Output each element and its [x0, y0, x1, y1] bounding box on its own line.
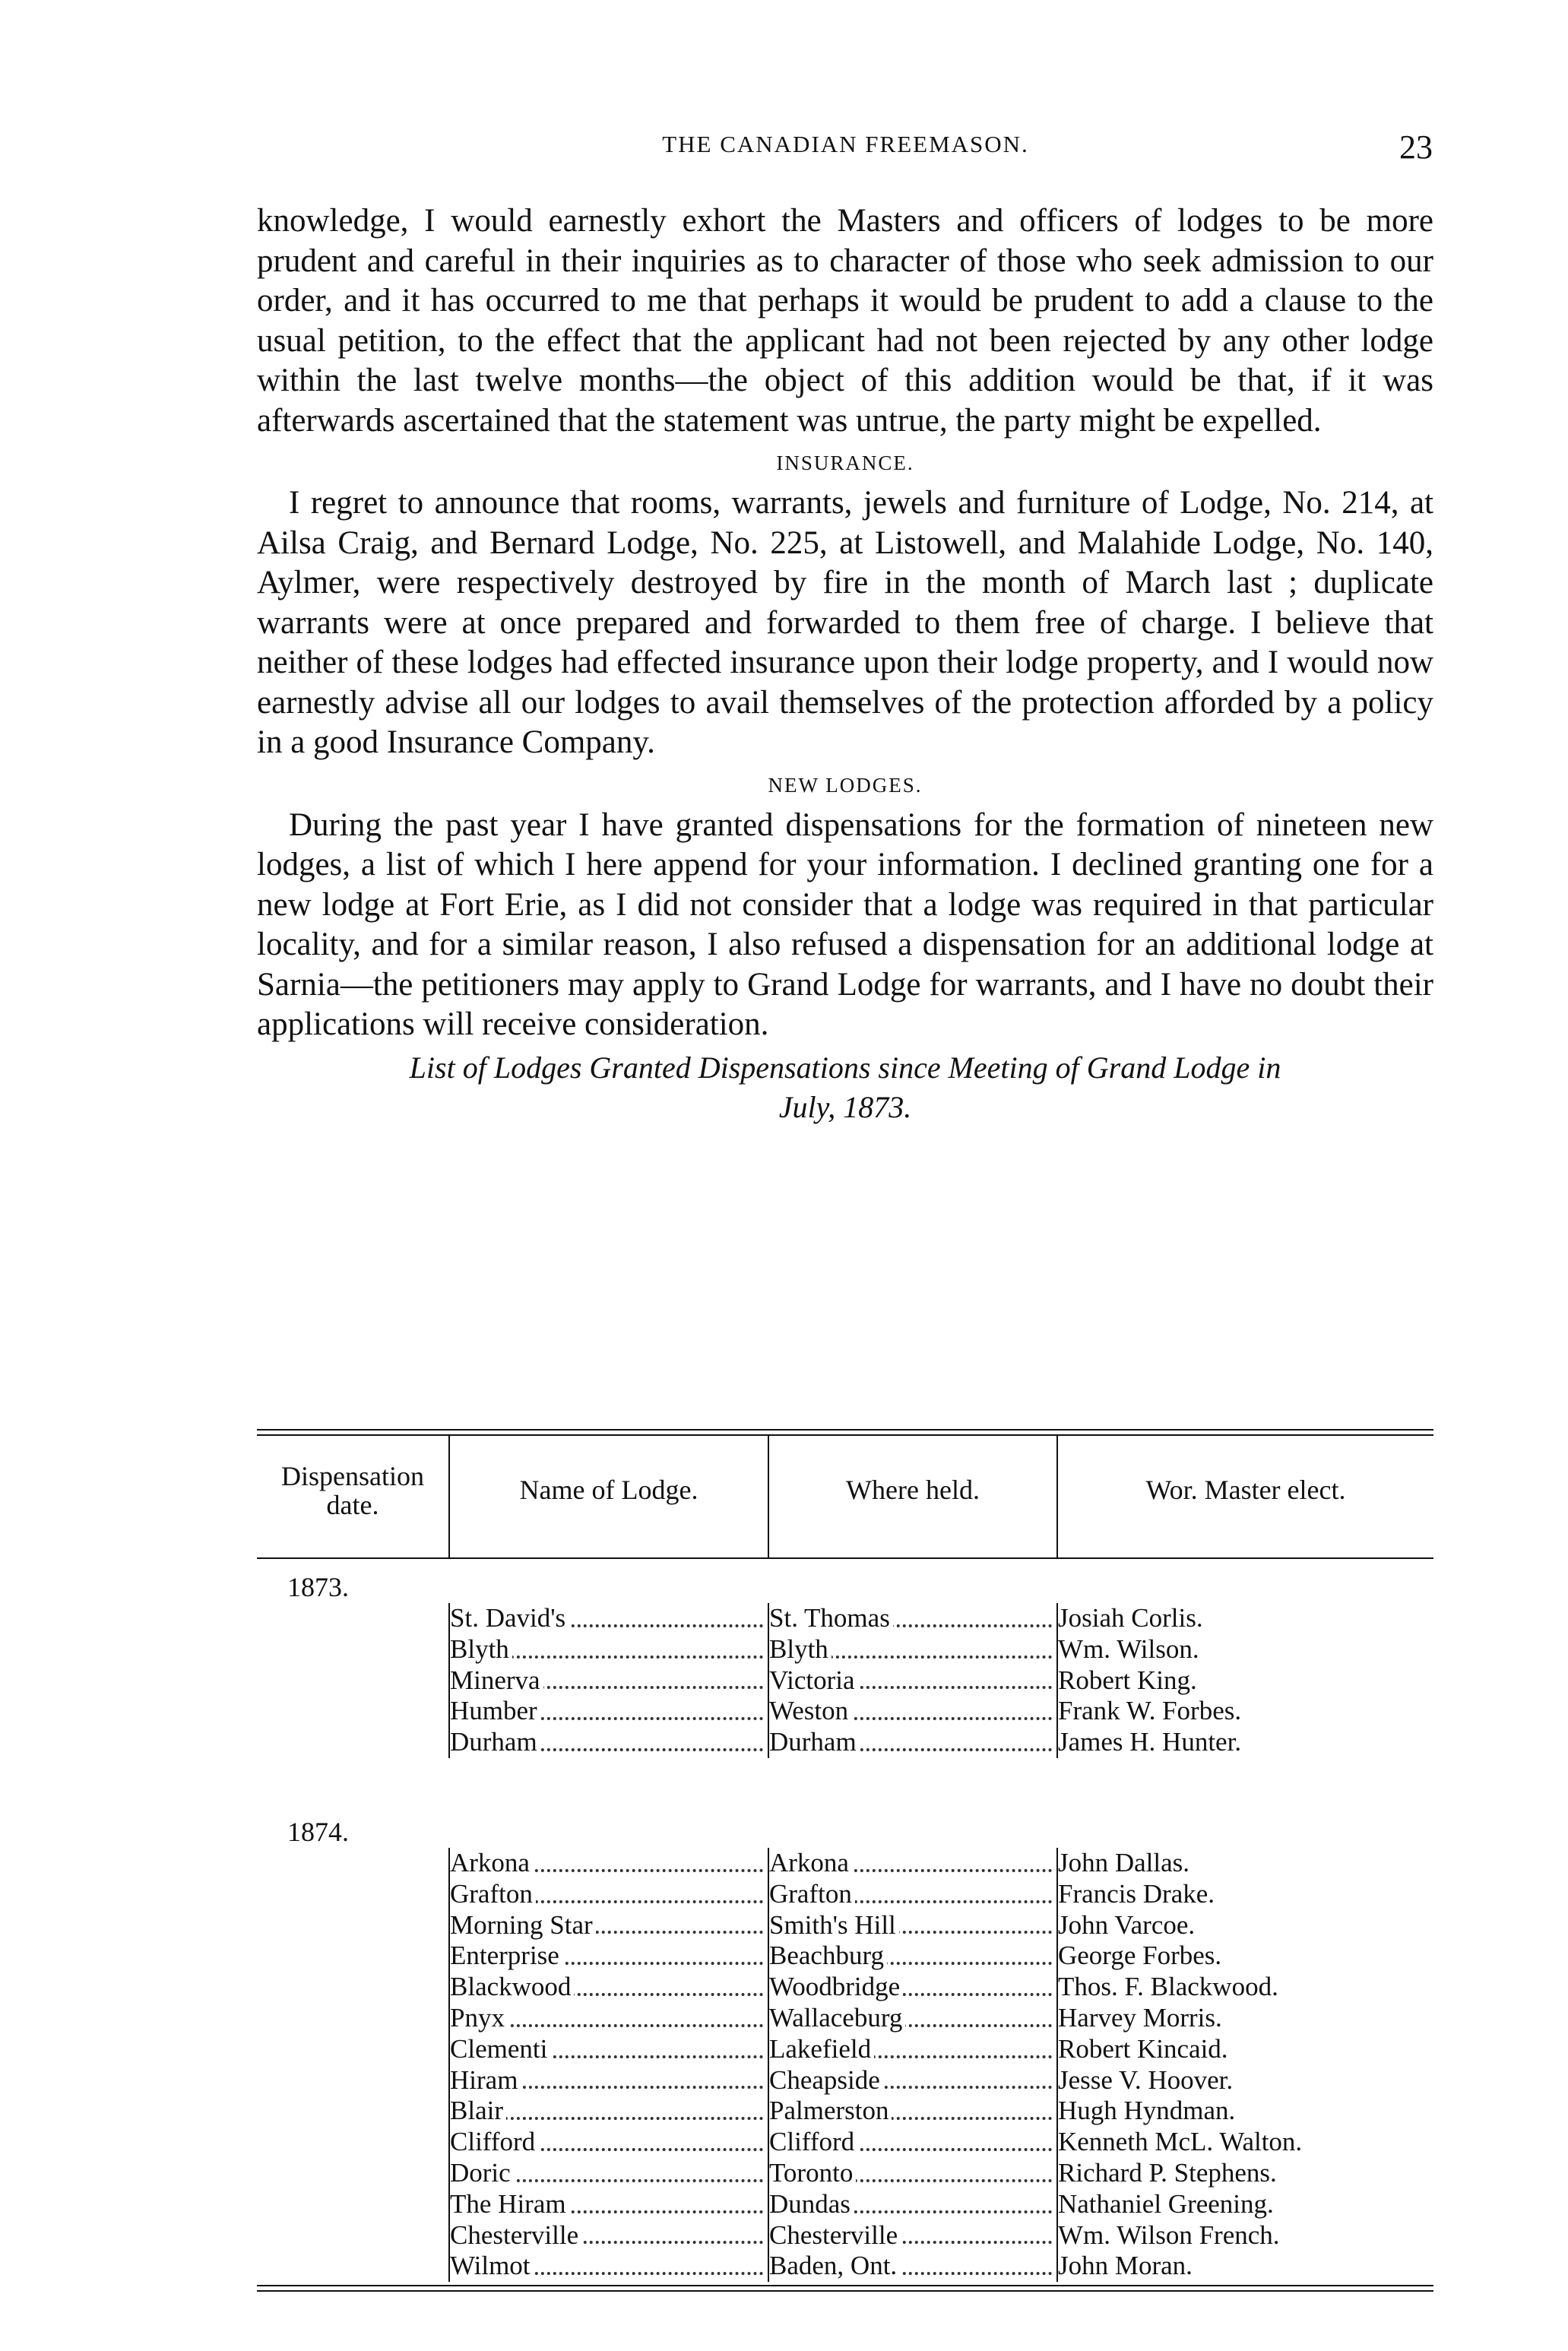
- where-held-cell: [769, 2220, 1055, 2251]
- master-elect-cell: [1058, 1696, 1433, 1727]
- master-elect-cell: [1058, 1848, 1433, 1879]
- table-row: [257, 2065, 1433, 2096]
- header-dispensation-date: [257, 1462, 448, 1519]
- lodge-name-cell-text: Chesterville: [450, 2220, 581, 2250]
- where-held-cell: [769, 2065, 1055, 2096]
- intro-paragraph: knowledge, I would earnestly exhort the Masters and officers of lodges to be more prudent and careful in their inquiries as to character of those who seek admission to our order, and it has occurred to me that perhaps it would be prudent to add a clause to the usual petition, to the effect that the applicant had not been rejected by any other lodge within the last twelve months—the object of this addition would be that, if it was afterwards ascertained that the statement was untrue, the party might be expelled.: [257, 203, 1433, 439]
- master-elect-cell: [1058, 1727, 1433, 1758]
- where-held-cell-text: Grafton: [769, 1879, 855, 1909]
- where-held-cell: [769, 1634, 1055, 1665]
- lodge-name-cell: [450, 2158, 766, 2189]
- lodge-name-cell: [450, 1848, 766, 1879]
- lodge-name-cell-text: Blackwood: [450, 1972, 574, 2001]
- year-row: [257, 1804, 1433, 1848]
- lodge-name-cell-text: Doric: [450, 2158, 514, 2188]
- lodge-name-cell-text: Humber: [450, 1696, 540, 1725]
- table-top-rule: [257, 1429, 1433, 1436]
- table-row: [257, 1665, 1433, 1697]
- master-elect-cell-text: George Forbes.: [1058, 1941, 1224, 1970]
- header-lodge-name: Name of Lodge.: [519, 1475, 698, 1505]
- master-elect-cell-text: James H. Hunter.: [1058, 1727, 1244, 1757]
- lodge-name-cell-text: Pnyx: [450, 2003, 508, 2033]
- master-elect-cell: [1058, 2251, 1433, 2282]
- master-elect-cell-text: Kenneth McL. Walton.: [1058, 2127, 1305, 2156]
- master-elect-cell-text: John Varcoe.: [1058, 1910, 1198, 1940]
- where-held-cell-text: Blyth: [769, 1634, 832, 1664]
- new-lodges-heading: NEW LODGES.: [768, 773, 923, 797]
- master-elect-cell: [1058, 2189, 1433, 2220]
- lodge-name-cell-text: Hiram: [450, 2065, 521, 2095]
- lodge-name-cell-text: Enterprise: [450, 1941, 562, 1970]
- insurance-heading: INSURANCE.: [776, 452, 914, 474]
- page-number: 23: [1399, 128, 1433, 166]
- lodge-name-cell: [450, 1696, 766, 1727]
- lodge-name-cell: [450, 2127, 766, 2158]
- where-held-cell: [769, 1879, 1055, 1910]
- where-held-cell: [769, 1972, 1055, 2003]
- year-label: 1873.: [287, 1572, 349, 1602]
- master-elect-cell-text: Thos. F. Blackwood.: [1058, 1972, 1281, 2001]
- lodge-name-cell-text: Minerva: [450, 1665, 543, 1695]
- table-header: [257, 1436, 1433, 1557]
- lodge-name-cell-text: Arkona: [450, 1848, 533, 1877]
- table-row: [257, 1634, 1433, 1665]
- lodge-name-cell: [450, 1941, 766, 1972]
- table-row: [257, 2127, 1433, 2158]
- lodge-name-cell: [450, 2096, 766, 2127]
- master-elect-cell: [1058, 1879, 1433, 1910]
- where-held-cell-text: Lakefield: [769, 2034, 874, 2064]
- master-elect-cell: [1058, 2065, 1433, 2096]
- lodge-name-cell: [450, 2251, 766, 2282]
- list-caption: [257, 1048, 1433, 1127]
- table-body: [257, 1559, 1433, 2282]
- lodge-name-cell: [450, 1879, 766, 1910]
- lodge-name-cell: [450, 1910, 766, 1941]
- master-elect-cell-text: Harvey Morris.: [1058, 2003, 1225, 2033]
- lodge-name-cell: [450, 1634, 766, 1665]
- master-elect-cell: [1058, 2127, 1433, 2158]
- where-held-cell-text: Victoria: [769, 1665, 858, 1695]
- master-elect-cell: [1058, 1603, 1433, 1634]
- where-held-cell-text: Woodbridge: [769, 1972, 903, 2001]
- lodge-name-cell: [450, 1972, 766, 2003]
- lodge-name-cell: [450, 2189, 766, 2220]
- master-elect-cell: [1058, 1910, 1433, 1941]
- where-held-cell: [769, 1696, 1055, 1727]
- lodge-name-cell-text: St. David's: [450, 1603, 569, 1633]
- lodge-name-cell: [450, 1665, 766, 1697]
- table-row: [257, 1848, 1433, 1879]
- table-row: [257, 2220, 1433, 2251]
- table-row: [257, 1603, 1433, 1634]
- where-held-cell: [769, 2034, 1055, 2065]
- master-elect-cell-text: Nathaniel Greening.: [1058, 2189, 1277, 2219]
- table-bottom-rule: [257, 2285, 1433, 2292]
- table-row: [257, 2034, 1433, 2065]
- master-elect-cell: [1058, 1941, 1433, 1972]
- table-row: [257, 2003, 1433, 2034]
- master-elect-cell: [1058, 2003, 1433, 2034]
- where-held-cell-text: Clifford: [769, 2127, 857, 2156]
- master-elect-cell-text: Richard P. Stephens.: [1058, 2158, 1280, 2188]
- running-title: THE CANADIAN FREEMASON.: [662, 131, 1029, 157]
- where-held-cell: [769, 1848, 1055, 1879]
- lodge-name-cell-text: Clementi: [450, 2034, 550, 2064]
- where-held-cell-text: Palmerston: [769, 2096, 892, 2125]
- year-row: [257, 1559, 1433, 1603]
- lodge-name-cell-text: Blair: [450, 2096, 506, 2125]
- master-elect-cell: [1058, 1972, 1433, 2003]
- master-elect-cell: [1058, 2158, 1433, 2189]
- where-held-cell: [769, 2158, 1055, 2189]
- master-elect-cell-text: Josiah Corlis.: [1058, 1603, 1206, 1633]
- header-date-line-2: date.: [326, 1490, 379, 1520]
- table-row: [257, 1910, 1433, 1941]
- group-spacer: [257, 1758, 1433, 1804]
- master-elect-cell: [1058, 2096, 1433, 2127]
- year-label: 1874.: [287, 1816, 349, 1847]
- where-held-cell-text: Cheapside: [769, 2065, 883, 2095]
- where-held-cell-text: Toronto: [769, 2158, 856, 2188]
- where-held-cell-text: St. Thomas: [769, 1603, 893, 1633]
- master-elect-cell-text: Frank W. Forbes.: [1058, 1696, 1244, 1725]
- header-master-elect: Wor. Master elect.: [1145, 1475, 1346, 1505]
- lodge-name-cell-text: Morning Star: [450, 1910, 596, 1940]
- where-held-cell: [769, 1665, 1055, 1697]
- master-elect-cell-text: John Dallas.: [1058, 1848, 1193, 1877]
- table-row: [257, 1972, 1433, 2003]
- table-row: [257, 1941, 1433, 1972]
- lodge-name-cell: [450, 2003, 766, 2034]
- master-elect-cell-text: Wm. Wilson.: [1058, 1634, 1202, 1664]
- master-elect-cell-text: John Moran.: [1058, 2251, 1196, 2280]
- where-held-cell-text: Baden, Ont.: [769, 2251, 900, 2280]
- table-row: [257, 2158, 1433, 2189]
- where-held-cell-text: Wallaceburg: [769, 2003, 905, 2033]
- header-where-held: Where held.: [846, 1475, 980, 1505]
- list-caption-line-2: July, 1873.: [778, 1089, 912, 1124]
- where-held-cell: [769, 2189, 1055, 2220]
- body-text: [257, 201, 1433, 1127]
- table-row: [257, 2189, 1433, 2220]
- master-elect-cell-text: Francis Drake.: [1058, 1879, 1218, 1909]
- lodge-name-cell-text: Clifford: [450, 2127, 538, 2156]
- table-row: [257, 1879, 1433, 1910]
- lodge-name-cell: [450, 2034, 766, 2065]
- where-held-cell-text: Weston: [769, 1696, 851, 1725]
- lodge-name-cell-text: Grafton: [450, 1879, 536, 1909]
- lodge-name-cell: [450, 2065, 766, 2096]
- table-row: [257, 1696, 1433, 1727]
- list-caption-line-1: List of Lodges Granted Dispensations since Meeting of Grand Lodge in: [409, 1050, 1281, 1085]
- dispensations-table: [257, 1429, 1433, 2292]
- where-held-cell: [769, 2251, 1055, 2282]
- lodge-name-cell: [450, 1603, 766, 1634]
- new-lodges-paragraph: During the past year I have granted dispensations for the formation of nineteen new lodges, a list of which I here append for your information. I declined granting one for a new lodge at Fort Erie, as I did not consider that a lodge was required in that particular locality, and for a similar reason, I also refused a dispensation for an additional lodge at Sarnia—the petitioners may apply to Grand Lodge for warrants, and I have no doubt their applications will receive consideration.: [257, 806, 1433, 1042]
- where-held-cell: [769, 1910, 1055, 1941]
- master-elect-cell: [1058, 1634, 1433, 1665]
- lodge-name-cell-text: Blyth: [450, 1634, 512, 1664]
- master-elect-cell-text: Wm. Wilson French.: [1058, 2220, 1283, 2250]
- master-elect-cell: [1058, 1665, 1433, 1697]
- lodge-name-cell-text: Durham: [450, 1727, 540, 1757]
- master-elect-cell-text: Hugh Hyndman.: [1058, 2096, 1238, 2125]
- where-held-cell-text: Arkona: [769, 1848, 852, 1877]
- where-held-cell: [769, 1941, 1055, 1972]
- table-row: [257, 2251, 1433, 2282]
- master-elect-cell-text: Jesse V. Hoover.: [1058, 2065, 1236, 2095]
- where-held-cell: [769, 2096, 1055, 2127]
- where-held-cell-text: Durham: [769, 1727, 860, 1757]
- lodge-name-cell-text: Wilmot: [450, 2251, 534, 2280]
- header-date-line-1: Dispensation: [281, 1461, 424, 1491]
- where-held-cell-text: Dundas: [769, 2189, 854, 2219]
- master-elect-cell: [1058, 2034, 1433, 2065]
- where-held-cell: [769, 1603, 1055, 1634]
- table-row: [257, 1727, 1433, 1758]
- lodge-name-cell: [450, 1727, 766, 1758]
- lodge-name-cell: [450, 2220, 766, 2251]
- where-held-cell-text: Beachburg: [769, 1941, 887, 1970]
- running-head: [258, 128, 1433, 169]
- insurance-paragraph: I regret to announce that rooms, warrants, jewels and furniture of Lodge, No. 214, at Ailsa Craig, and Bernard Lodge, No. 225, at Listowell, and Malahide Lodge, No. 140, Aylmer, were respectively destroyed by fire in the month of March last ; duplicate warrants were at once prepared and forwarded to them free of charge. I believe that neither of these lodges had effected insurance upon their lodge property, and I would now earnestly advise all our lodges to avail themselves of the protection afforded by a policy in a good Insurance Company.: [257, 485, 1433, 760]
- where-held-cell-text: Chesterville: [769, 2220, 901, 2250]
- master-elect-cell-text: Robert King.: [1058, 1665, 1200, 1695]
- where-held-cell: [769, 2127, 1055, 2158]
- where-held-cell: [769, 1727, 1055, 1758]
- master-elect-cell-text: Robert Kincaid.: [1058, 2034, 1231, 2064]
- master-elect-cell: [1058, 2220, 1433, 2251]
- table-row: [257, 2096, 1433, 2127]
- where-held-cell-text: Smith's Hill: [769, 1910, 899, 1940]
- lodge-name-cell-text: The Hiram: [450, 2189, 569, 2219]
- where-held-cell: [769, 2003, 1055, 2034]
